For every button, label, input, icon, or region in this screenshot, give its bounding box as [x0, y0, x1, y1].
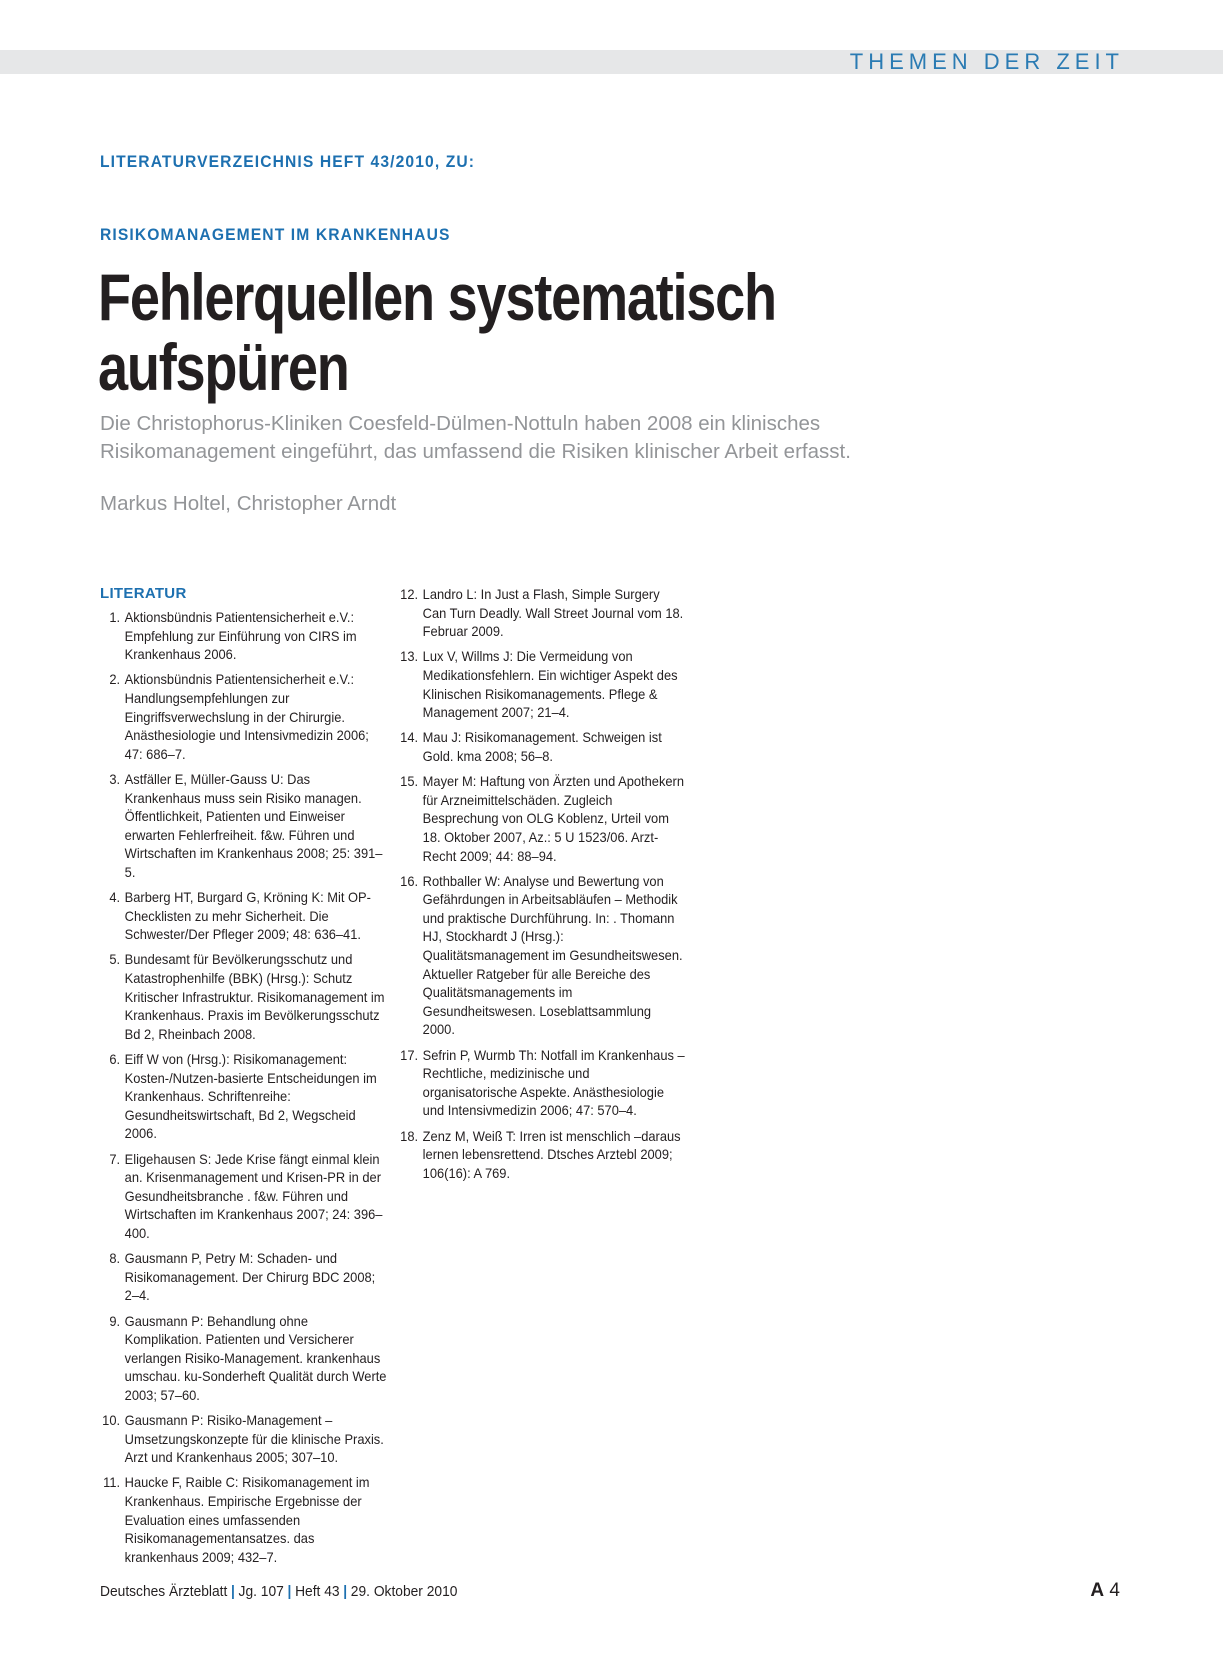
reference-number: 12.	[400, 586, 419, 602]
article-authors: Markus Holtel, Christopher Arndt	[100, 492, 397, 515]
reference-number: 10.	[102, 1412, 121, 1429]
title-line-1: Fehlerquellen systematisch	[98, 260, 776, 334]
page-number	[1090, 1580, 1120, 1602]
reference-text: Gausmann P: Risiko-Management – Umsetzungskonzepte für die klinische Praxis. Arzt und Krankenhaus 2005; 307–10.	[124, 1412, 384, 1466]
reference-text: Sefrin P, Wurmb Th: Notfall im Krankenhaus – Rechtliche, medizinische und organisatorische Aspekte. Anästhesiologie und Intensivmedizin 2006; 47: 570–4.	[422, 1046, 685, 1119]
reference-number: 17.	[400, 1046, 419, 1063]
reference-item	[396, 1127, 687, 1183]
reference-item	[98, 670, 389, 763]
page-footer	[100, 1583, 457, 1600]
reference-item	[98, 1249, 389, 1305]
footer-separator: |	[287, 1583, 292, 1600]
reference-item	[396, 872, 687, 1039]
reference-item	[98, 1312, 389, 1405]
reference-item	[98, 1411, 389, 1467]
reference-text: Aktionsbündnis Patientensicherheit e.V.: Empfehlung zur Einführung von CIRS im Krankenhaus 2006.	[124, 609, 357, 663]
page-prefix: A	[1090, 1580, 1105, 1601]
reference-number: 4.	[109, 889, 121, 906]
reference-number: 7.	[109, 1150, 121, 1167]
reference-number: 14.	[400, 729, 419, 746]
reference-text: Mau J: Risikomanagement. Schweigen ist Gold. kma 2008; 56–8.	[422, 729, 662, 764]
reference-text: Eligehausen S: Jede Krise fängt einmal klein an. Krisenmanagement und Krisen-PR in der Gesundheitsbranche . f&w. Führen und Wirtschaften im Krankenhaus 2007; 24: 396–400.	[124, 1150, 383, 1241]
journal-name: Deutsches Ärzteblatt	[100, 1583, 228, 1600]
reference-kicker: LITERATURVERZEICHNIS HEFT 43/2010, ZU:	[100, 152, 476, 171]
reference-item	[98, 608, 389, 664]
reference-number: 3.	[109, 770, 121, 787]
reference-text: Gausmann P, Petry M: Schaden- und Risikomanagement. Der Chirurg BDC 2008; 2–4.	[124, 1250, 376, 1304]
reference-number: 9.	[109, 1312, 121, 1329]
reference-item	[396, 1046, 687, 1120]
page-value: 4	[1109, 1580, 1120, 1601]
reference-item	[98, 888, 389, 944]
article-lead: Die Christophorus-Kliniken Coesfeld-Dülmen-Nottuln haben 2008 ein klinisches Risikomanagement eingeführt, das umfassend die Risiken klinischer Arbeit erfasst.	[100, 412, 851, 463]
reference-item	[396, 647, 687, 721]
footer-separator: |	[343, 1583, 348, 1600]
reference-number: 6.	[109, 1051, 121, 1068]
reference-number: 18.	[400, 1127, 419, 1144]
section-label: THEMEN DER ZEIT	[849, 49, 1124, 74]
reference-number: 11.	[103, 1474, 121, 1491]
reference-text: Zenz M, Weiß T: Irren ist menschlich –daraus lernen lebensrettend. Dtsches Arztebl 2009; 106(16): A 769.	[422, 1127, 681, 1181]
article-title	[98, 262, 836, 402]
reference-text: Aktionsbündnis Patientensicherheit e.V.: Handlungsempfehlungen zur Eingriffsverwechslung in der Chirurgie. Anästhesiologie und Intensivmedizin 2006; 47: 686–7.	[124, 671, 369, 762]
reference-text: Barberg HT, Burgard G, Kröning K: Mit OP-Checklisten zu mehr Sicherheit. Die Schwester/Der Pfleger 2009; 48: 636–41.	[124, 889, 371, 943]
reference-text: Haucke F, Raible C: Risikomanagement im Krankenhaus. Empirische Ergebnisse der Evaluation eines umfassenden Risikomanagementansatzes. das krankenhaus 2009; 432–7.	[124, 1474, 370, 1565]
reference-text: Landro L: In Just a Flash, Simple Surgery Can Turn Deadly. Wall Street Journal vom 18. Februar 2009.	[422, 586, 684, 640]
reference-text: Astfäller E, Müller-Gauss U: Das Krankenhaus muss sein Risiko managen. Öffentlichkeit, Patienten und Einweiser erwarten Fehlerfreiheit. f&w. Führen und Wirtschaften im Krankenhaus 2008; 25: 391–5.	[124, 770, 383, 880]
reference-item	[396, 585, 687, 641]
reference-number: 8.	[109, 1250, 121, 1267]
reference-item	[98, 770, 389, 882]
reference-number: 15.	[400, 773, 419, 790]
footer-separator: |	[231, 1583, 235, 1600]
reference-number: 5.	[109, 951, 121, 968]
literature-heading: LITERATUR	[100, 585, 187, 602]
reference-item	[98, 1050, 389, 1143]
reference-text: Mayer M: Haftung von Ärzten und Apothekern für Arzneimittelschäden. Zugleich Besprechung von OLG Koblenz, Urteil vom 18. Oktober 2007, Az.: 5 U 1523/06. Arzt-Recht 2009; 44: 88–94.	[422, 773, 685, 864]
reference-item	[98, 950, 389, 1043]
reference-text: Bundesamt für Bevölkerungsschutz und Katastrophenhilfe (BBK) (Hrsg.): Schutz Kritischer Infrastruktur. Risikomanagement im Krankenhaus. Praxis im Bevölkerungsschutz Bd 2, Rheinbach 2008.	[124, 951, 385, 1042]
journal-date: 29. Oktober 2010	[350, 1583, 458, 1600]
reference-text: Rothballer W: Analyse und Bewertung von Gefährdungen in Arbeitsabläufen – Methodik und praktische Durchführung. In: . Thomann HJ, Stockhardt J (Hrsg.): Qualitätsmanagement im Gesundheitswesen. Aktueller Ratgeber für alle Bereiche des Qualitätsmanagements im Gesundheitswesen. Loseblattsammlung 2000.	[422, 872, 683, 1038]
reference-item	[396, 772, 687, 865]
references-column-2	[396, 585, 687, 1189]
journal-issue: Heft 43	[295, 1583, 340, 1600]
title-line-2: aufspüren	[98, 330, 349, 404]
reference-number: 16.	[400, 872, 419, 889]
reference-item	[396, 728, 687, 765]
reference-text: Gausmann P: Behandlung ohne Komplikation. Patienten und Versicherer verlangen Risiko-Management. krankenhaus umschau. ku-Sonderheft Qualität durch Werte 2003; 57–60.	[124, 1312, 387, 1403]
reference-item	[98, 1473, 389, 1566]
references-column-1	[98, 608, 389, 1573]
reference-item	[98, 1150, 389, 1243]
journal-volume: Jg. 107	[238, 1583, 284, 1600]
reference-text: Eiff W von (Hrsg.): Risikomanagement: Kosten-/Nutzen-basierte Entscheidungen im Krankenhaus. Schriftenreihe: Gesundheitswirtschaft, Bd 2, Wegscheid 2006.	[124, 1051, 377, 1142]
reference-number: 13.	[400, 648, 419, 665]
reference-number: 1.	[109, 609, 121, 625]
topic-kicker: RISIKOMANAGEMENT IM KRANKENHAUS	[100, 225, 451, 244]
reference-number: 2.	[109, 671, 121, 688]
reference-text: Lux V, Willms J: Die Vermeidung von Medikationsfehlern. Ein wichtiger Aspekt des Klinischen Risikomanagements. Pflege & Management 2007; 21–4.	[422, 648, 678, 721]
